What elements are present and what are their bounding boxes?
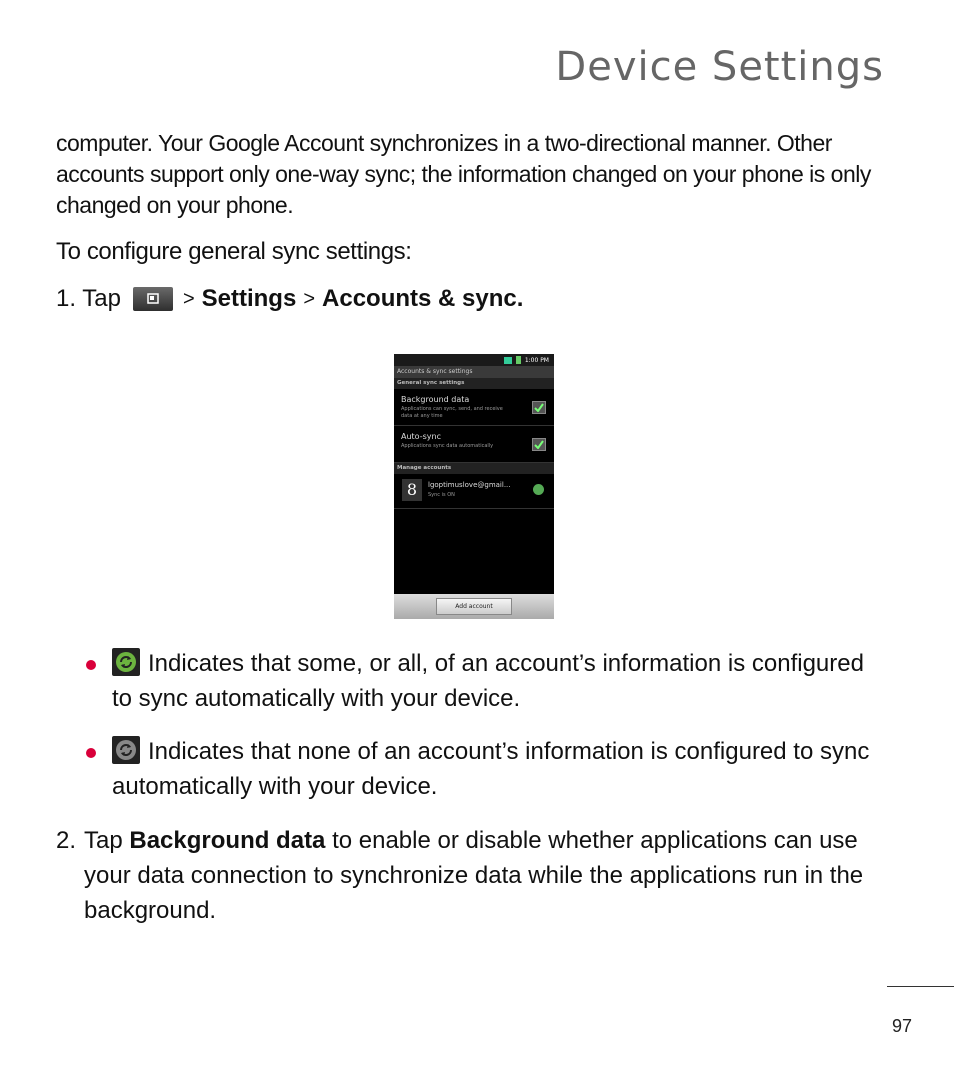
phone-row-background-data[interactable] bbox=[394, 389, 554, 426]
section-subheading: To configure general sync settings: bbox=[56, 238, 412, 265]
account-email: lgoptimuslove@gmail... bbox=[428, 481, 511, 489]
step-2-post: to enable or disable whether applications can use your data connection to synchronize data while the applications run in the background. bbox=[84, 827, 864, 924]
sync-on-icon bbox=[533, 484, 544, 495]
step-1-accounts: Accounts & sync. bbox=[322, 285, 524, 312]
bullet-text: Indicates that none of an account’s information is configured to sync automatically with your device. bbox=[112, 738, 870, 800]
sync-on-icon bbox=[112, 648, 140, 676]
phone-account-row[interactable] bbox=[394, 474, 554, 509]
step-2-pre: Tap bbox=[84, 827, 123, 854]
phone-screen-title: Accounts & sync settings bbox=[394, 366, 554, 378]
step-1-sep-2: > bbox=[303, 287, 316, 310]
phone-bottom-bar bbox=[394, 594, 554, 619]
phone-section-manage: Manage accounts bbox=[394, 463, 554, 474]
step-2-bold: Background data bbox=[129, 827, 326, 854]
step-1-settings: Settings bbox=[201, 285, 297, 312]
phone-time: 1:00 PM bbox=[524, 356, 549, 364]
checkbox-checked-icon[interactable] bbox=[532, 438, 546, 451]
phone-row-subtitle: Applications sync data automatically bbox=[401, 443, 494, 449]
bullet-text: Indicates that some, or all, of an account’s information is configured to sync automatically with your device. bbox=[112, 650, 864, 712]
battery-icon bbox=[516, 356, 521, 364]
step-1-prefix: 1. Tap bbox=[56, 285, 121, 312]
step-1-sep-1: > bbox=[182, 287, 195, 310]
page-title: Device Settings bbox=[555, 44, 884, 90]
phone-section-general: General sync settings bbox=[394, 378, 554, 389]
phone-screenshot bbox=[394, 354, 554, 619]
step-1 bbox=[56, 285, 523, 313]
menu-key-icon bbox=[133, 287, 173, 311]
phone-row-auto-sync[interactable] bbox=[394, 426, 554, 463]
step-2-number: 2. bbox=[56, 827, 77, 854]
checkbox-checked-icon[interactable] bbox=[532, 401, 546, 414]
bullet-dot bbox=[86, 660, 96, 670]
google-account-icon: 8 bbox=[402, 479, 422, 501]
phone-row-subtitle: Applications can sync, send, and receive data at any time bbox=[401, 406, 503, 419]
sync-off-icon bbox=[112, 736, 140, 764]
phone-row-title: Auto-sync bbox=[401, 432, 441, 441]
footer-rule bbox=[887, 986, 954, 987]
phone-row-title: Background data bbox=[401, 395, 470, 404]
phone-status-bar bbox=[394, 354, 554, 366]
intro-paragraph: computer. Your Google Account synchronizes in a two-directional manner. Other accounts support only one-way sync; the information changed on your phone is only changed on your phone. bbox=[56, 130, 871, 218]
account-sync-status: Sync is ON bbox=[428, 492, 455, 498]
signal-icon bbox=[504, 357, 512, 364]
bullet-dot bbox=[86, 748, 96, 758]
page-number: 97 bbox=[892, 1016, 913, 1036]
add-account-button[interactable]: Add account bbox=[436, 598, 512, 615]
